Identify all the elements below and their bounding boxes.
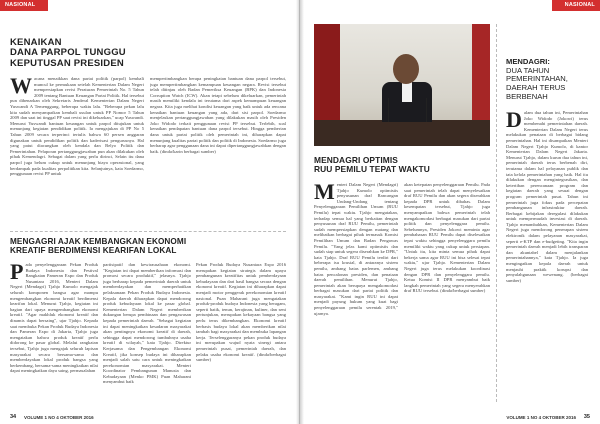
- photo-person-head: [393, 54, 419, 84]
- spine-gutter: [296, 0, 304, 424]
- photo-microphone-2: [426, 98, 427, 122]
- article4-dropcap: M: [314, 182, 335, 204]
- minister-photo: [314, 24, 490, 146]
- article2-title-line1: MENGAGRI AJAK KEMBANGKAN EKONOMI: [10, 237, 187, 246]
- article4-column-1: [314, 182, 398, 402]
- article1-title: [10, 38, 126, 69]
- article3-title-line2: PEMERINTAHAN,: [506, 74, 568, 84]
- article1-col2-text: mempertimbangkan berapa peningkatan bantuan dana parpol tersebut, juga mempertimbangkan kemampuan keuangan negara. Revisi tersebut telah ditinjau oleh Badan Pemeriksa Keuangan (BPK) dan Indonesia Corruption Watch (ICW). Akan tetapi sebelum dikeluarkan, pemerintah masih memiliki kendala ini terutama dari aspek kemampuan keuangan negara. Kita juga melihat kondisi keuangan yang baik untuk ada rencana kenaikan bantuan keuangan yang ada, dari sisi parpol. Soedarmo menjelaskan pertanggungjawaban yang dilakukan masih oleh Presiden Joko Widodo terkait penggunaan revisi PP tersebut. Terlebih, soal kenaikan pendapatan bantuan dana parpol tersebut. Hingga pemberian dana untuk partai politik oleh pemerintah ini, diharapkan dapat menunjang kualitas partai politik dan politik di Indonesia. Soedarmo juga berharap agar penggunaan dana ini dapat dipertanggungjawabkan dengan baik. (dinda/karin berbagai sumber): [150, 76, 286, 154]
- article1-title-line2: DANA PARPOL TUNGGU: [10, 47, 126, 59]
- article3-dropcap: D: [506, 110, 522, 132]
- article3-title-line3: DAERAH TERUS: [506, 83, 566, 93]
- article3-column: [506, 110, 588, 402]
- footer-issue-right: VOLUME 1 NO 4 OKTOBER 2016: [506, 415, 576, 420]
- article2-dropcap: P: [10, 262, 24, 284]
- article1-dropcap: W: [10, 76, 32, 98]
- photo-microphone-1: [388, 98, 389, 122]
- footer-issue-left: VOLUME 1 NO 4 OKTOBER 2016: [24, 415, 94, 420]
- article2-title: [10, 237, 186, 255]
- photo-person-shirt: [402, 82, 412, 102]
- article1-col1-text: acana menaikkan dana partai politik (parpol) kembali muncul ke permukaan setelah Kementerian Dalam Negeri mempersiapkan revisi Peraturan Pemerintah No. 5 Tahun 2009 tentang Bantuan Keuangan Partai Politik. Hal tersebut pun dibenarkan oleh Sekretaris Jenderal Kementerian Dalam Negeri Yuswandi A Temenggung, beberapa waktu lalu. "Beberapa pekan lalu kita sudah menyampaikan kembali usulan untuk PP Nomor 5 Tahun 2009 dan saat ini tinggal PP saat revisi ini dikeluarkan," ucap Yuswandi. Menurut Yuswandi bantuan keuangan untuk parpol ditujukan untuk menunjang kegiatan pendidikan politik. Ia mengajukan di PP No 5 Tahun 2009 secara terperinci tertulis bahwa 60 persen anggaran digunakan untuk pendidikan politik dan kaderisasi pengurusnya. Hal yang patut diacungkan oleh kendala dan Belyo Politik dan Pemerintahan. Pelaporan pertanggungjawaban pun akan dilakukan oleh pihak Kemendagri. Sebagai dalam yang perlu dirinci, Selain itu dana parpol juga belum cukup untuk menunjang biaya operasional, yang berdampak pada kualitas perpolitikan kita. Selanjutnya, kata Soedarmo, penggunaan revisi PP untuk: [10, 76, 144, 177]
- right-page: [300, 0, 600, 424]
- article4-column-2: [404, 182, 490, 402]
- photo-table: [314, 120, 490, 146]
- article4-title-line1: MENDAGRI OPTIMIS: [314, 155, 398, 165]
- rubric-tab-right: NASIONAL: [552, 0, 600, 11]
- article1-column-2: [150, 76, 286, 252]
- article1-title-line1: KENAIKAN: [10, 37, 62, 48]
- column-divider: [496, 24, 497, 402]
- article1-title-line3: KEPUTUSAN PRESIDEN: [10, 57, 124, 69]
- article3-col1-text: alam dua tahun ini, Pemerintahan Joko Widodo (Jokowi) terus membenahi pemerintahan daerah. Kementerian Dalam Negeri terus melakukan penataan di berbagai bidang pemerintahan. Hal ini disampaikan Menteri Dalam Negeri Tjahjo Kumolo, di kantor Kementerian Dalam Negeri Jakarta. Menurut Tjahjo, dalam kurun dua tahun ini, pemerintah daerah terus berbenah diri, terutama dalam hal pelayanan publik dan tata kelola pemerintahan yang baik. Hal itu dilakukan dengan mengintegrasikan, dan ketertiban perencanaan program dan kegiatan daerah yang sesuai dengan program pemerintah pusat. Tahun ini pemerintah juga fokus pada percepatan pembangunan infrastruktur daerah. Berbagai kebijakan deregulasi dilakukan untuk mempermudah investasi di daerah. Tjahjo menambahkan, Kementerian Dalam Negeri juga mendorong penerapan sistem elektronik dalam pelayanan masyarakat, seperti e-KTP dan e-budgeting. "Kita ingin pemerintah daerah menjadi lebih transparan dan akuntabel dalam menjalankan pemerintahannya," kata Tjahjo. Ia juga mengingatkan kepala daerah untuk menjauhi praktik korupsi dan penyalahgunaan wewenang. (berbagai sumber): [506, 110, 588, 283]
- article2-column-3: [196, 262, 286, 402]
- article2-col3-text: Pekan Produk Budaya Nusantara Expo 2016 merupakan kegiatan strategis dalam upaya pembangunan kreatifitas untuk pemberdayaan kebudayaan dan dari hasil bangsa secara dengan ekonomi kreatif. Kegiatan ini diharapkan dapat menjadi motor penggerak perekonomian kreatif nasional. Puan Maharani juga mengatakan produk-produk budaya Indonesia yang beragam, seperti batik, tenun, kerajinan, kuliner, dan seni pertunjukan, merupakan kekayaan bangsa yang perlu terus dikembangkan. Ekonomi kreatif berbasis budaya lokal akan memberikan nilai tambah bagi masyarakat dan membuka lapangan kerja. Terselenggaranya pekan produk budaya ini merupakan wujud nyata sinergi antara pemerintah pusat, pemerintah daerah, dan pelaku usaha ekonomi kreatif. (dinda/berbagai sumber): [196, 262, 286, 363]
- page-number-left: 34: [10, 414, 17, 420]
- article4-col2-text: akan ketepatan penyelenggaraan Pemilu. Pada saat pemerintah telah dapat menyelesaikan draf RUU Pemilu dan akan segera diserahkan kepada DPR untuk dibahas. Dalam kesempatan tersebut, Tjahjo juga menyampaikan bahwa pemerintah telah mengakomodasi berbagai masukan dari partai politik dan penyelenggara pemilu. Sebelumnya, Presiden Jokowi meminta agar pembahasan RUU Pemilu dapat diselesaikan tepat waktu sehingga penyelenggara pemilu memiliki waktu yang cukup untuk persiapan. "Untuk itu, kita minta semua pihak dapat bekerja sama agar RUU ini bisa selesai tepat waktu," ujar Tjahjo. Kementerian Dalam Negeri juga terus melakukan koordinasi dengan DPR dan penyelenggara pemilu. Ketua Komisi II DPR menyambut baik langkah pemerintah yang segera menyerahkan draf RUU tersebut. (dinda/berbagai sumber): [404, 182, 490, 294]
- article1-column-1: [10, 76, 144, 252]
- article2-column-1: [10, 262, 98, 402]
- article2-col2-text: partisipatif dan kewirausahaan ekonomi. "Kegiatan ini dapat memberikan informasi dan promosi secara produktif," jelasnya. Tjahjo juga berharap kepada pemerintah daerah untuk memberdayakan dan memperhatikan pelaksanaan Pekan Produk Budaya Indonesia. Kepala daerah diharapkan dapat mendorong produk kebudayaan lokal ke pasar global. Kementerian Dalam Negeri memberikan dukungan berupa pembinaan dan pengawasan kepada pemerintah daerah. "Sebagai kegiatan ini dapat meningkatkan kesadaran masyarakat akan pentingnya ekonomi kreatif di daerah, sehingga dapat mendorong tumbuhnya usaha kreatif di wilayah," kata Tjahjo. Direktur Kerjasama dan Pengembangan Ekonomi Kreatif, jika konsep budaya ini diharapkan menjadi salah satu cara untuk meningkatkan perekonomian masyarakat. Menteri Koordinator Pembangunan Manusia dan Kebudayaan (Menko PMK) Puan Maharani menyambut baik: [103, 262, 191, 385]
- article3-title-line1: DUA TAHUN: [506, 65, 550, 75]
- article4-title: [314, 156, 430, 174]
- article3-title-line4: BERBENAH: [506, 91, 548, 101]
- rubric-tab-left: NASIONAL: [0, 0, 48, 11]
- article3-title: [506, 58, 568, 102]
- article4-col1-text: enteri Dalam Negeri (Mendagri) Tjahjo Kumolo optimistis penyusunan draf Rancangan Undang-Undang tentang Penyelenggaraan Pemilihan Umum (RUU Pemilu) tepat waktu. Tjahjo mengatakan, terhadap semua hal yang berkaitan dengan penyusunan draf RUU Pemilu, pemerintah sudah mempersiapkan dengan matang dan melibatkan berbagai pihak termasuk Komisi Pemilihan Umum dan Badan Pengawas Pemilu. "Yang jelas kami optimistis dan sudah siap untuk segera diserahkan ke DPR," kata Tjahjo. Draf RUU Pemilu terdiri dari beberapa isu krusial, di antaranya sistem pemilu, ambang batas parlemen, ambang batas pencalonan presiden, dan penataan daerah pemilihan. Menurut Tjahjo, pemerintah akan berupaya mengakomodasi berbagai masukan dari partai politik dan masyarakat. "Kami ingin RUU ini dapat menjadi payung hukum yang kuat bagi penyelenggaraan pemilu serentak 2019," ujarnya.: [314, 182, 398, 316]
- article2-column-2: [103, 262, 191, 402]
- article2-col1-text: ada penyelenggaraan Pekan Produk Budaya Indonesia dan Festival Rangkaian Pameran Expo dan Produk Nusantara 2016, Menteri Dalam Negeri (Mendagri) Tjahjo Kumolo mengajak seluruh komponen bangsa agar mampu mengembangkan ekonomi kreatif berdimensi kearifan lokal. Menurut Tjahjo, kegiatan ini bagian dari upaya mengembangkan ekonomi kreatif. "Agar makhluk ekonomi kreatif dan dinamis dapat bersaing", ujar Tjahjo. Kepada saat membuka Pekan Produk Budaya Indonesia dan Pameran Expo di Jakarta, Tjahjo juga mengatakan bahwa produk kreatif perlu didorong ke pasar global. Melalui rangkaian tersebut, Tjahjo juga mengajak seluruh lapisan masyarakat secara bersama-sama dan memberdayakan lokal produk bangsa yang berkembang, bersama-sama meningkatkan nilai dapat meningkatkan daya saing, permasalahan: [10, 262, 98, 374]
- article4-title-line2: RUU PEMILU TEPAT WAKTU: [314, 164, 430, 175]
- article3-kicker: MENDAGRI:: [506, 57, 550, 66]
- section-divider: [10, 231, 286, 232]
- page-number-right: 35: [583, 414, 590, 420]
- article2-title-line2: KREATIF BERDIMENSI KEARIFAN LOKAL: [10, 246, 177, 256]
